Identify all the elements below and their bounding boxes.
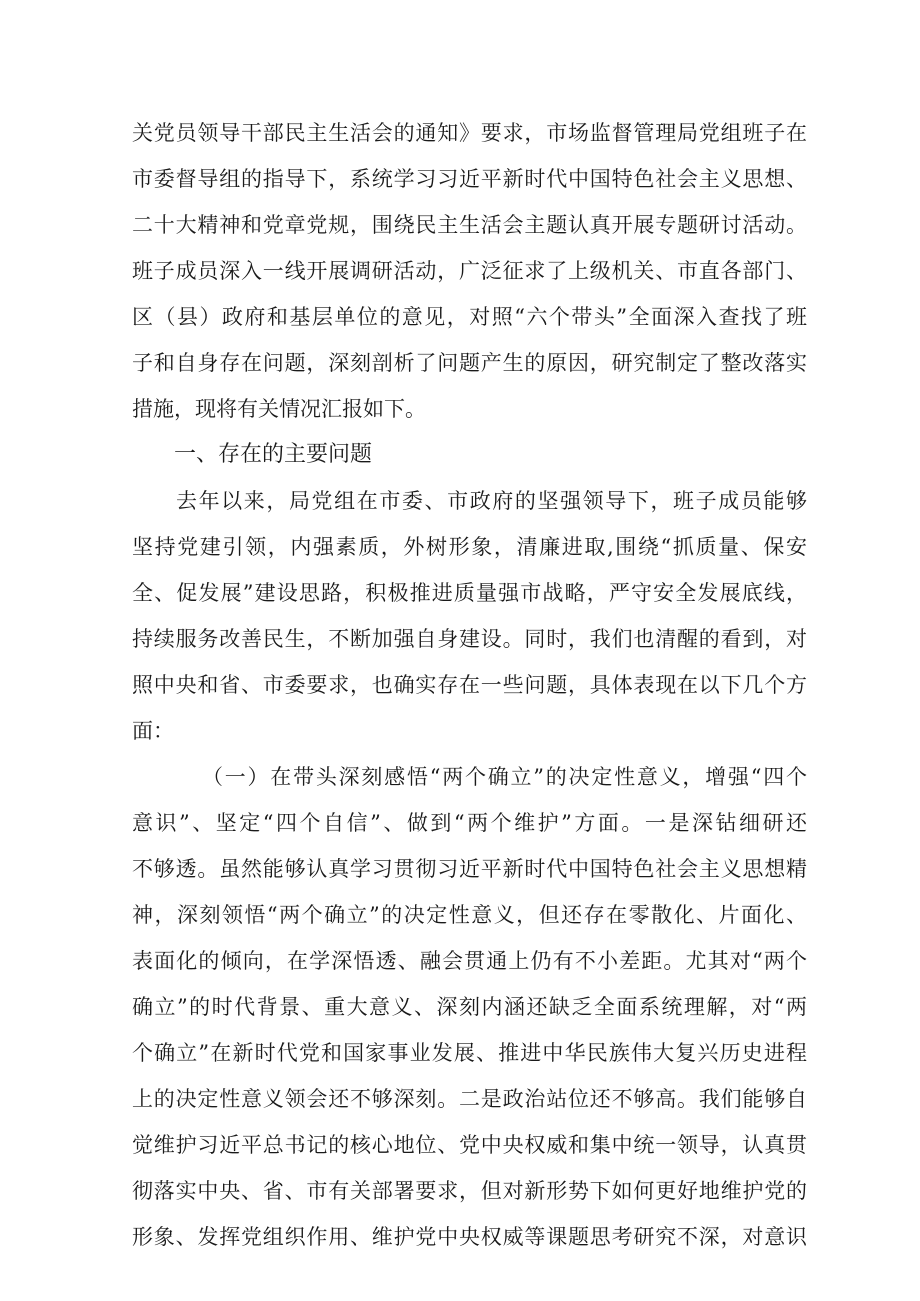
text-line: 彻落实中央、省、市有关部署要求，但对新形势下如何更好地维护党的 [132,1179,807,1203]
text-line: 觉维护习近平总书记的核心地位、党中央权威和集中统一领导，认真贯 [132,1133,807,1157]
text-line: 持续服务改善民生，不断加强自身建设。同时，我们也清醒的看到，对 [132,627,807,651]
text-line: 意识”、坚定“四个自信”、做到“两个维护”方面。一是深钻细研还 [132,811,807,835]
text-line: 神，深刻领悟“两个确立”的决定性意义，但还存在零散化、片面化、 [132,903,807,927]
text-line: 不够透。虽然能够认真学习贯彻习近平新时代中国特色社会主义思想精 [132,857,807,881]
text-line: 措施，现将有关情况汇报如下。 [132,397,426,421]
section-heading: 一、存在的主要问题 [174,442,373,467]
text-line: 形象、发挥党组织作用、维护党中央权威等课题思考研究不深，对意识 [132,1225,807,1249]
text-line: 去年以来，局党组在市委、市政府的坚强领导下，班子成员能够 [176,489,807,513]
text-line: 个确立”在新时代党和国家事业发展、推进中华民族伟大复兴历史进程 [132,1041,807,1065]
paragraph-overview [132,478,807,754]
text-line: 坚持党建引领，内强素质，外树形象，清廉进取,围绕“抓质量、保安 [132,535,807,559]
text-line: 表面化的倾向，在学深悟透、融会贯通上仍有不小差距。尤其对“两个 [132,949,807,973]
text-line: 照中央和省、市委要求，也确实存在一些问题，具体表现在以下几个方 [132,673,807,697]
text-line: 区（县）政府和基层单位的意见，对照“六个带头”全面深入查找了班 [132,305,807,329]
text-line: 子和自身存在问题，深刻剖析了问题产生的原因，研究制定了整改落实 [132,351,807,375]
text-line: 上的决定性意义领会还不够深刻。二是政治站位还不够高。我们能够自 [132,1087,807,1111]
paragraph-item-one [132,754,807,1260]
text-line: 二十大精神和党章党规，围绕民主生活会主题认真开展专题研讨活动。 [132,213,807,237]
text-line: 关党员领导干部民主生活会的通知》要求，市场监督管理局党组班子在 [132,121,807,145]
text-line: 确立”的时代背景、重大意义、深刻内涵还缺乏全面系统理解，对“两 [132,995,807,1019]
text-line: 全、促发展”建设思路，积极推进质量强市战略，严守安全发展底线， [132,581,807,605]
text-line: 面： [132,719,174,743]
text-line: 班子成员深入一线开展调研活动，广泛征求了上级机关、市直各部门、 [132,259,807,283]
text-line: （一）在带头深刻感悟“两个确立”的决定性意义，增强“四个 [202,765,807,789]
intro-paragraph [132,110,807,432]
text-line: 市委督导组的指导下，系统学习习近平新时代中国特色社会主义思想、 [132,167,807,191]
document-body [132,110,807,1260]
